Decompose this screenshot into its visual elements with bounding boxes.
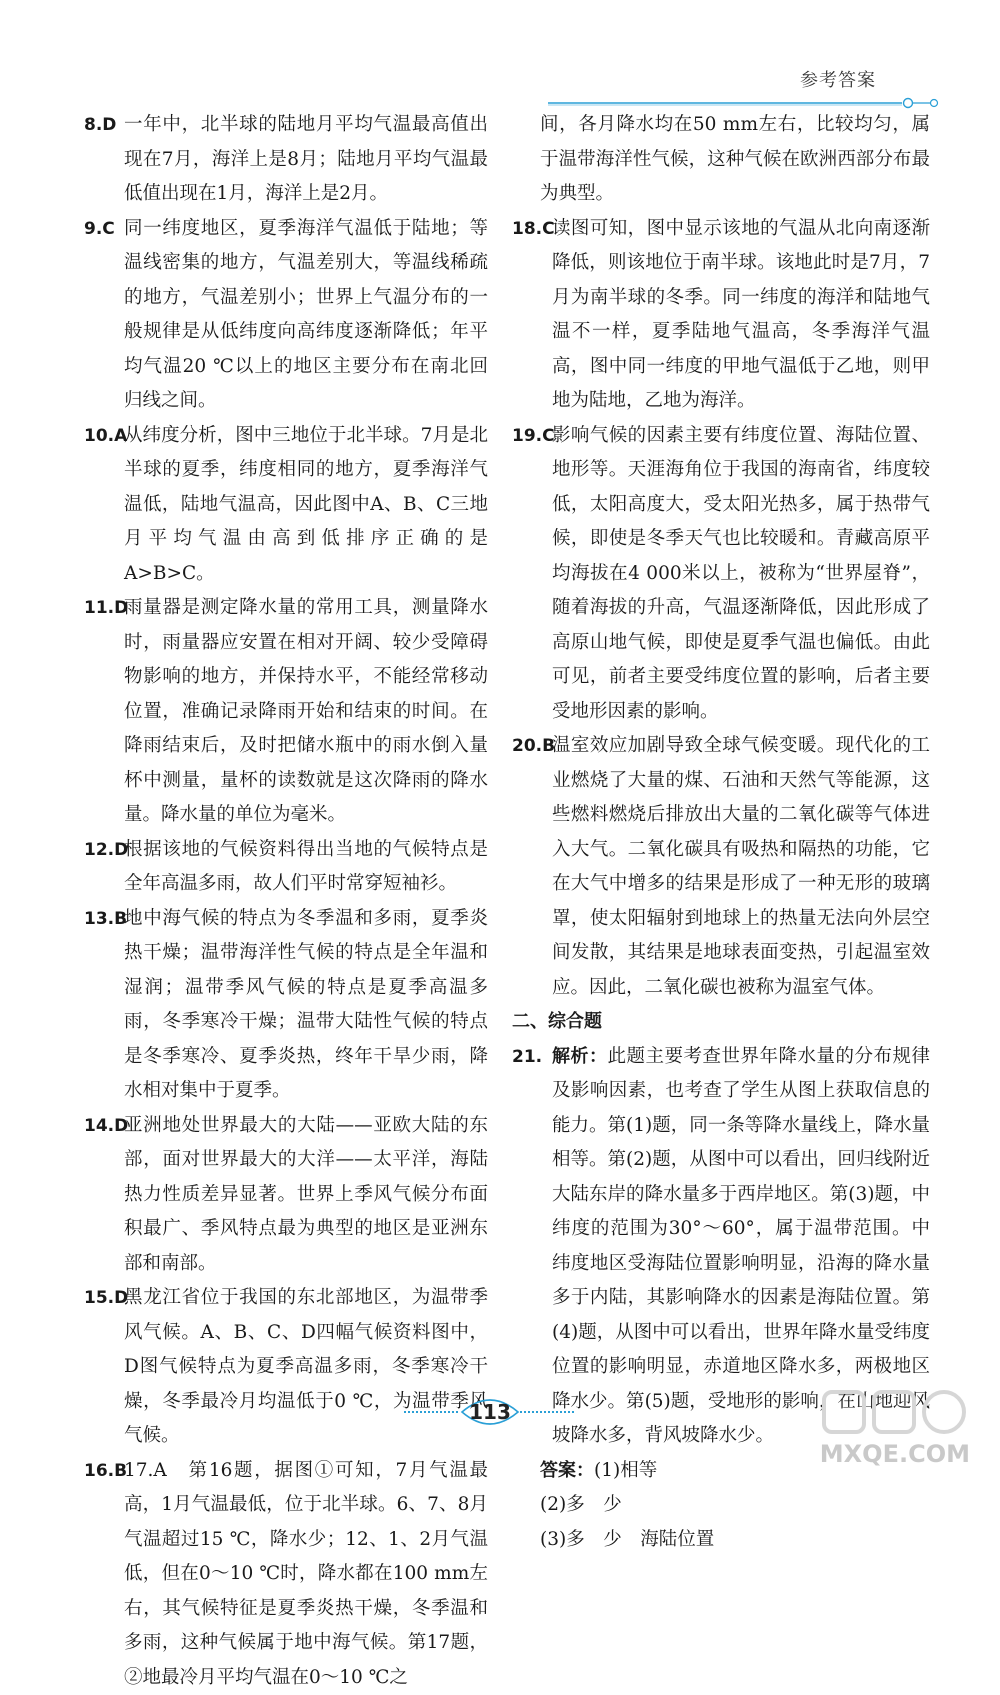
item-number: 11.D (84, 591, 128, 626)
answer-item-10 (84, 419, 488, 592)
item-text: 从纬度分析，图中三地位于北半球。7月是北半球的夏季，纬度相同的地方，夏季海洋气温低，陆地气温高，因此图中A、B、C三地月平均气温由高到低排序正确的是A>B>C。 (124, 425, 488, 584)
watermark-text: MXQE.COM (820, 1440, 970, 1468)
answer-item-11 (84, 591, 488, 833)
answer-line-1: (1)相等 (594, 1460, 657, 1481)
item-text: 读图可知，图中显示该地的气温从北向南逐渐降低，则该地位于南半球。该地此时是7月，7月为南半球的冬季。同一纬度的海洋和陆地气温不一样，夏季陆地气温高，冬季海洋气温高，图中同一纬度的甲地气温低于乙地，则甲地为陆地，乙地为海洋。 (552, 218, 930, 412)
section-title: 二、综合题 (512, 1005, 930, 1040)
item-text: 根据该地的气候资料得出当地的气候特点是全年高温多雨，故人们平时常穿短袖衫。 (124, 839, 488, 895)
item-text: 黑龙江省位于我国的东北部地区，为温带季风气候。A、B、C、D四幅气候资料图中，D图气候特点为夏季高温多雨，冬季寒冷干燥，冬季最冷月均温低于0 ℃，为温带季风气候。 (124, 1287, 488, 1446)
answer-item-18 (512, 212, 930, 419)
item-number: 16.B (84, 1454, 127, 1489)
answer-item-14 (84, 1109, 488, 1282)
item-number: 18.C (512, 212, 555, 247)
answer-item-8 (84, 108, 488, 212)
item-number: 21. (512, 1040, 542, 1075)
item-text: 影响气候的因素主要有纬度位置、海陆位置、地形等。天涯海角位于我国的海南省，纬度较低，太阳高度大，受太阳光热多，属于热带气候，即使是冬季天气也比较暖和。青藏高原平均海拔在4 000米以上，被称为“世界屋脊”，随着海拔的升高，气温逐渐降低，因此形成了高原山地气候，即使是夏季气温也偏低。由此可见，前者主要受纬度位置的影响，后者主要受地形因素的影响。 (552, 425, 930, 722)
page-number: 113 (465, 1396, 515, 1428)
item-number: 8.D (84, 108, 116, 143)
item-text: 温室效应加剧导致全球气候变暖。现代化的工业燃烧了大量的煤、石油和天然气等能源，这些燃料燃烧后排放出大量的二氧化碳等气体进入大气。二氧化碳具有吸热和隔热的功能，它在大气中增多的结果是形成了一种无形的玻璃罩，使太阳辐射到地球上的热量无法向外层空间发散，其结果是地球表面变热，引起温室效应。因此，二氧化碳也被称为温室气体。 (552, 735, 930, 998)
item-text: 雨量器是测定降水量的常用工具，测量降水时，雨量器应安置在相对开阔、较少受障碍物影响的地方，并保持水平，不能经常移动位置，准确记录降雨开始和结束的时间。在降雨结束后，及时把储水瓶中的雨水倒入量杯中测量，量杯的读数就是这次降雨的降水量。降水量的单位为毫米。 (124, 597, 488, 825)
left-column (84, 108, 488, 1695)
item-text: 亚洲地处世界最大的大陆——亚欧大陆的东部，面对世界最大的大洋——太平洋，海陆热力性质差异显著。世界上季风气候分布面积最广、季风特点最为典型的地区是亚洲东部和南部。 (124, 1115, 488, 1274)
answer-line-3: (3)多 少 海陆位置 (540, 1523, 930, 1558)
item-text: 一年中，北半球的陆地月平均气温最高值出现在7月，海洋上是8月；陆地月平均气温最低值出现在1月，海洋上是2月。 (124, 114, 488, 204)
item-number: 12.D (84, 833, 128, 868)
analysis-label: 解析： (552, 1046, 608, 1067)
watermark-icon (820, 1384, 970, 1444)
answer-line-2: (2)多 少 (540, 1488, 930, 1523)
answer-item-20 (512, 729, 930, 1005)
answer-item-16-17 (84, 1454, 488, 1695)
item-number: 10.A (84, 419, 127, 454)
header-title: 参考答案 (800, 66, 876, 92)
answers-block (512, 1454, 930, 1558)
answer-item-17-continued: 间，各月降水均在50 mm左右，比较均匀，属于温带海洋性气候，这种气候在欧洲西部分布最为典型。 (512, 108, 930, 212)
item-text: 此题主要考查世界年降水量的分布规律及影响因素，也考查了学生从图上获取信息的能力。第(1)题，同一条等降水量线上，降水量相等。第(2)题，从图中可以看出，回归线附近大陆东岸的降水量多于西岸地区。第(3)题，中纬度的范围为30°～60°，属于温带范围。中纬度地区受海陆位置影响明显，沿海的降水量多于内陆，其影响降水的因素是海陆位置。第(4)题，从图中可以看出，世界年降水量受纬度位置的影响明显，赤道地区降水多，两极地区降水少。第(5)题，受地形的影响，在山地迎风坡降水多，背风坡降水少。 (552, 1046, 930, 1447)
answers-label: 答案： (540, 1460, 594, 1481)
item-number: 14.D (84, 1109, 128, 1144)
item-number: 13.B (84, 902, 127, 937)
item-number: 15.D (84, 1281, 128, 1316)
item-number: 9.C (84, 212, 115, 247)
item-text: 地中海气候的特点为冬季温和多雨，夏季炎热干燥；温带海洋性气候的特点是全年温和湿润；温带季风气候的特点是夏季高温多雨，冬季寒冷干燥；温带大陆性气候的特点是冬季寒冷、夏季炎热，终年干旱少雨，降水相对集中于夏季。 (124, 908, 488, 1102)
answer-item-12 (84, 833, 488, 902)
item-text: 同一纬度地区，夏季海洋气温低于陆地；等温线密集的地方，气温差别大，等温线稀疏的地方，气温差别小；世界上气温分布的一般规律是从低纬度向高纬度逐渐降低；年平均气温20 ℃以上的地区主要分布在南北回归线之间。 (124, 218, 488, 412)
watermark-logo (820, 1384, 970, 1468)
right-column (512, 108, 930, 1557)
answer-item-9 (84, 212, 488, 419)
answer-item-13 (84, 902, 488, 1109)
item-number: 20.B (512, 729, 555, 764)
item-number: 19.C (512, 419, 555, 454)
item-text: 17.A 第16题，据图①可知，7月气温最高，1月气温最低，位于北半球。6、7、8月气温超过15 ℃，降水少；12、1、2月气温低，但在0～10 ℃时，降水都在100 mm左右，其气候特征是夏季炎热干燥，冬季温和多雨，这种气候属于地中海气候。第17题，②地最冷月平均气温在0～10 ℃之 (124, 1460, 488, 1688)
answer-item-19 (512, 419, 930, 730)
